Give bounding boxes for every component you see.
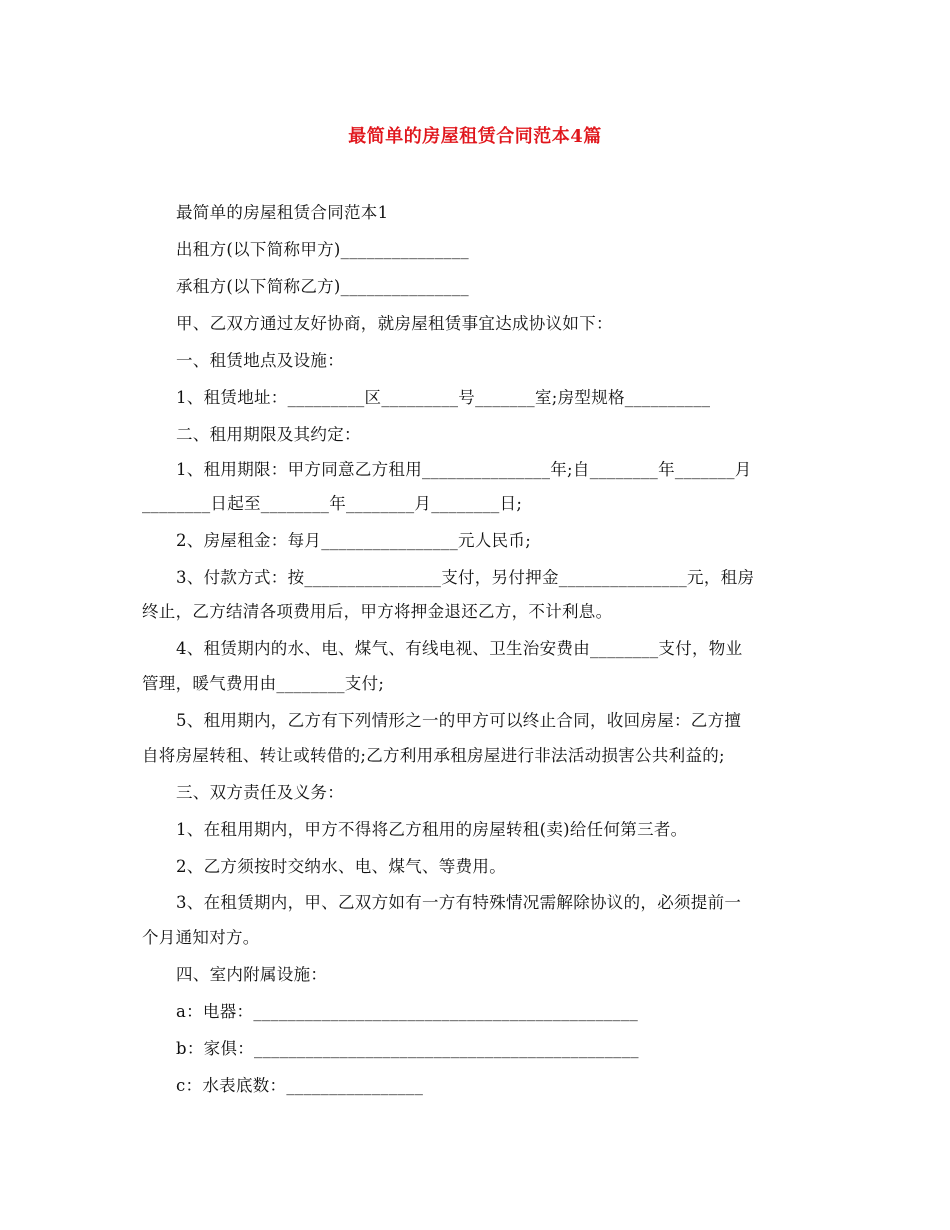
- clause-heading: 一、租赁地点及设施：: [176, 351, 344, 370]
- clause-line: 3、付款方式：按________________支付，另付押金_______________元，租房: [176, 568, 755, 587]
- clause-line: 自将房屋转租、转让或转借的;乙方利用承租房屋进行非法活动损害公共利益的;: [142, 746, 725, 765]
- clause-line: 个月通知对方。: [142, 928, 260, 947]
- clause-line: 2、乙方须按时交纳水、电、煤气、等费用。: [176, 857, 506, 876]
- lessor-line: 出租方(以下简称甲方)_______________: [176, 240, 469, 259]
- clause-line: 终止，乙方结清各项费用后，甲方将押金退还乙方，不计利息。: [142, 602, 613, 621]
- facility-line: c：水表底数：________________: [176, 1076, 424, 1095]
- clause-heading: 四、室内附属设施：: [176, 965, 328, 984]
- clause-line: 5、租用期内，乙方有下列情形之一的甲方可以终止合同，收回房屋：乙方擅: [176, 711, 742, 730]
- clause-line: 1、租赁地址：_________区_________号_______室;房型规格__________: [176, 388, 711, 407]
- facility-line: a：电器：_____________________________________________: [176, 1002, 639, 1021]
- lessee-line: 承租方(以下简称乙方)_______________: [176, 277, 469, 296]
- document-title: 最简单的房屋租赁合同范本4篇: [348, 126, 602, 147]
- facility-line: b：家俱：_____________________________________________: [176, 1039, 639, 1058]
- clause-heading: 二、租用期限及其约定：: [176, 425, 361, 444]
- clause-heading: 三、双方责任及义务：: [176, 783, 344, 802]
- clause-line: 2、房屋租金：每月________________元人民币;: [176, 531, 532, 550]
- clause-line: 1、在租用期内，甲方不得将乙方租用的房屋转租(卖)给任何第三者。: [176, 820, 688, 839]
- clause-line: 3、在租赁期内，甲、乙双方如有一方有特殊情况需解除协议的，必须提前一: [176, 893, 742, 912]
- clause-line: 管理，暖气费用由________支付;: [142, 674, 385, 693]
- clause-line: ________日起至________年________月________日;: [142, 494, 523, 513]
- clause-line: 4、租赁期内的水、电、煤气、有线电视、卫生治安费由________支付，物业: [176, 639, 743, 658]
- clause-line: 1、租用期限：甲方同意乙方租用_______________年;自________年_______月: [176, 460, 752, 479]
- section-heading: 最简单的房屋租赁合同范本1: [176, 203, 389, 222]
- preamble-line: 甲、乙双方通过友好协商，就房屋租赁事宜达成协议如下：: [176, 314, 613, 333]
